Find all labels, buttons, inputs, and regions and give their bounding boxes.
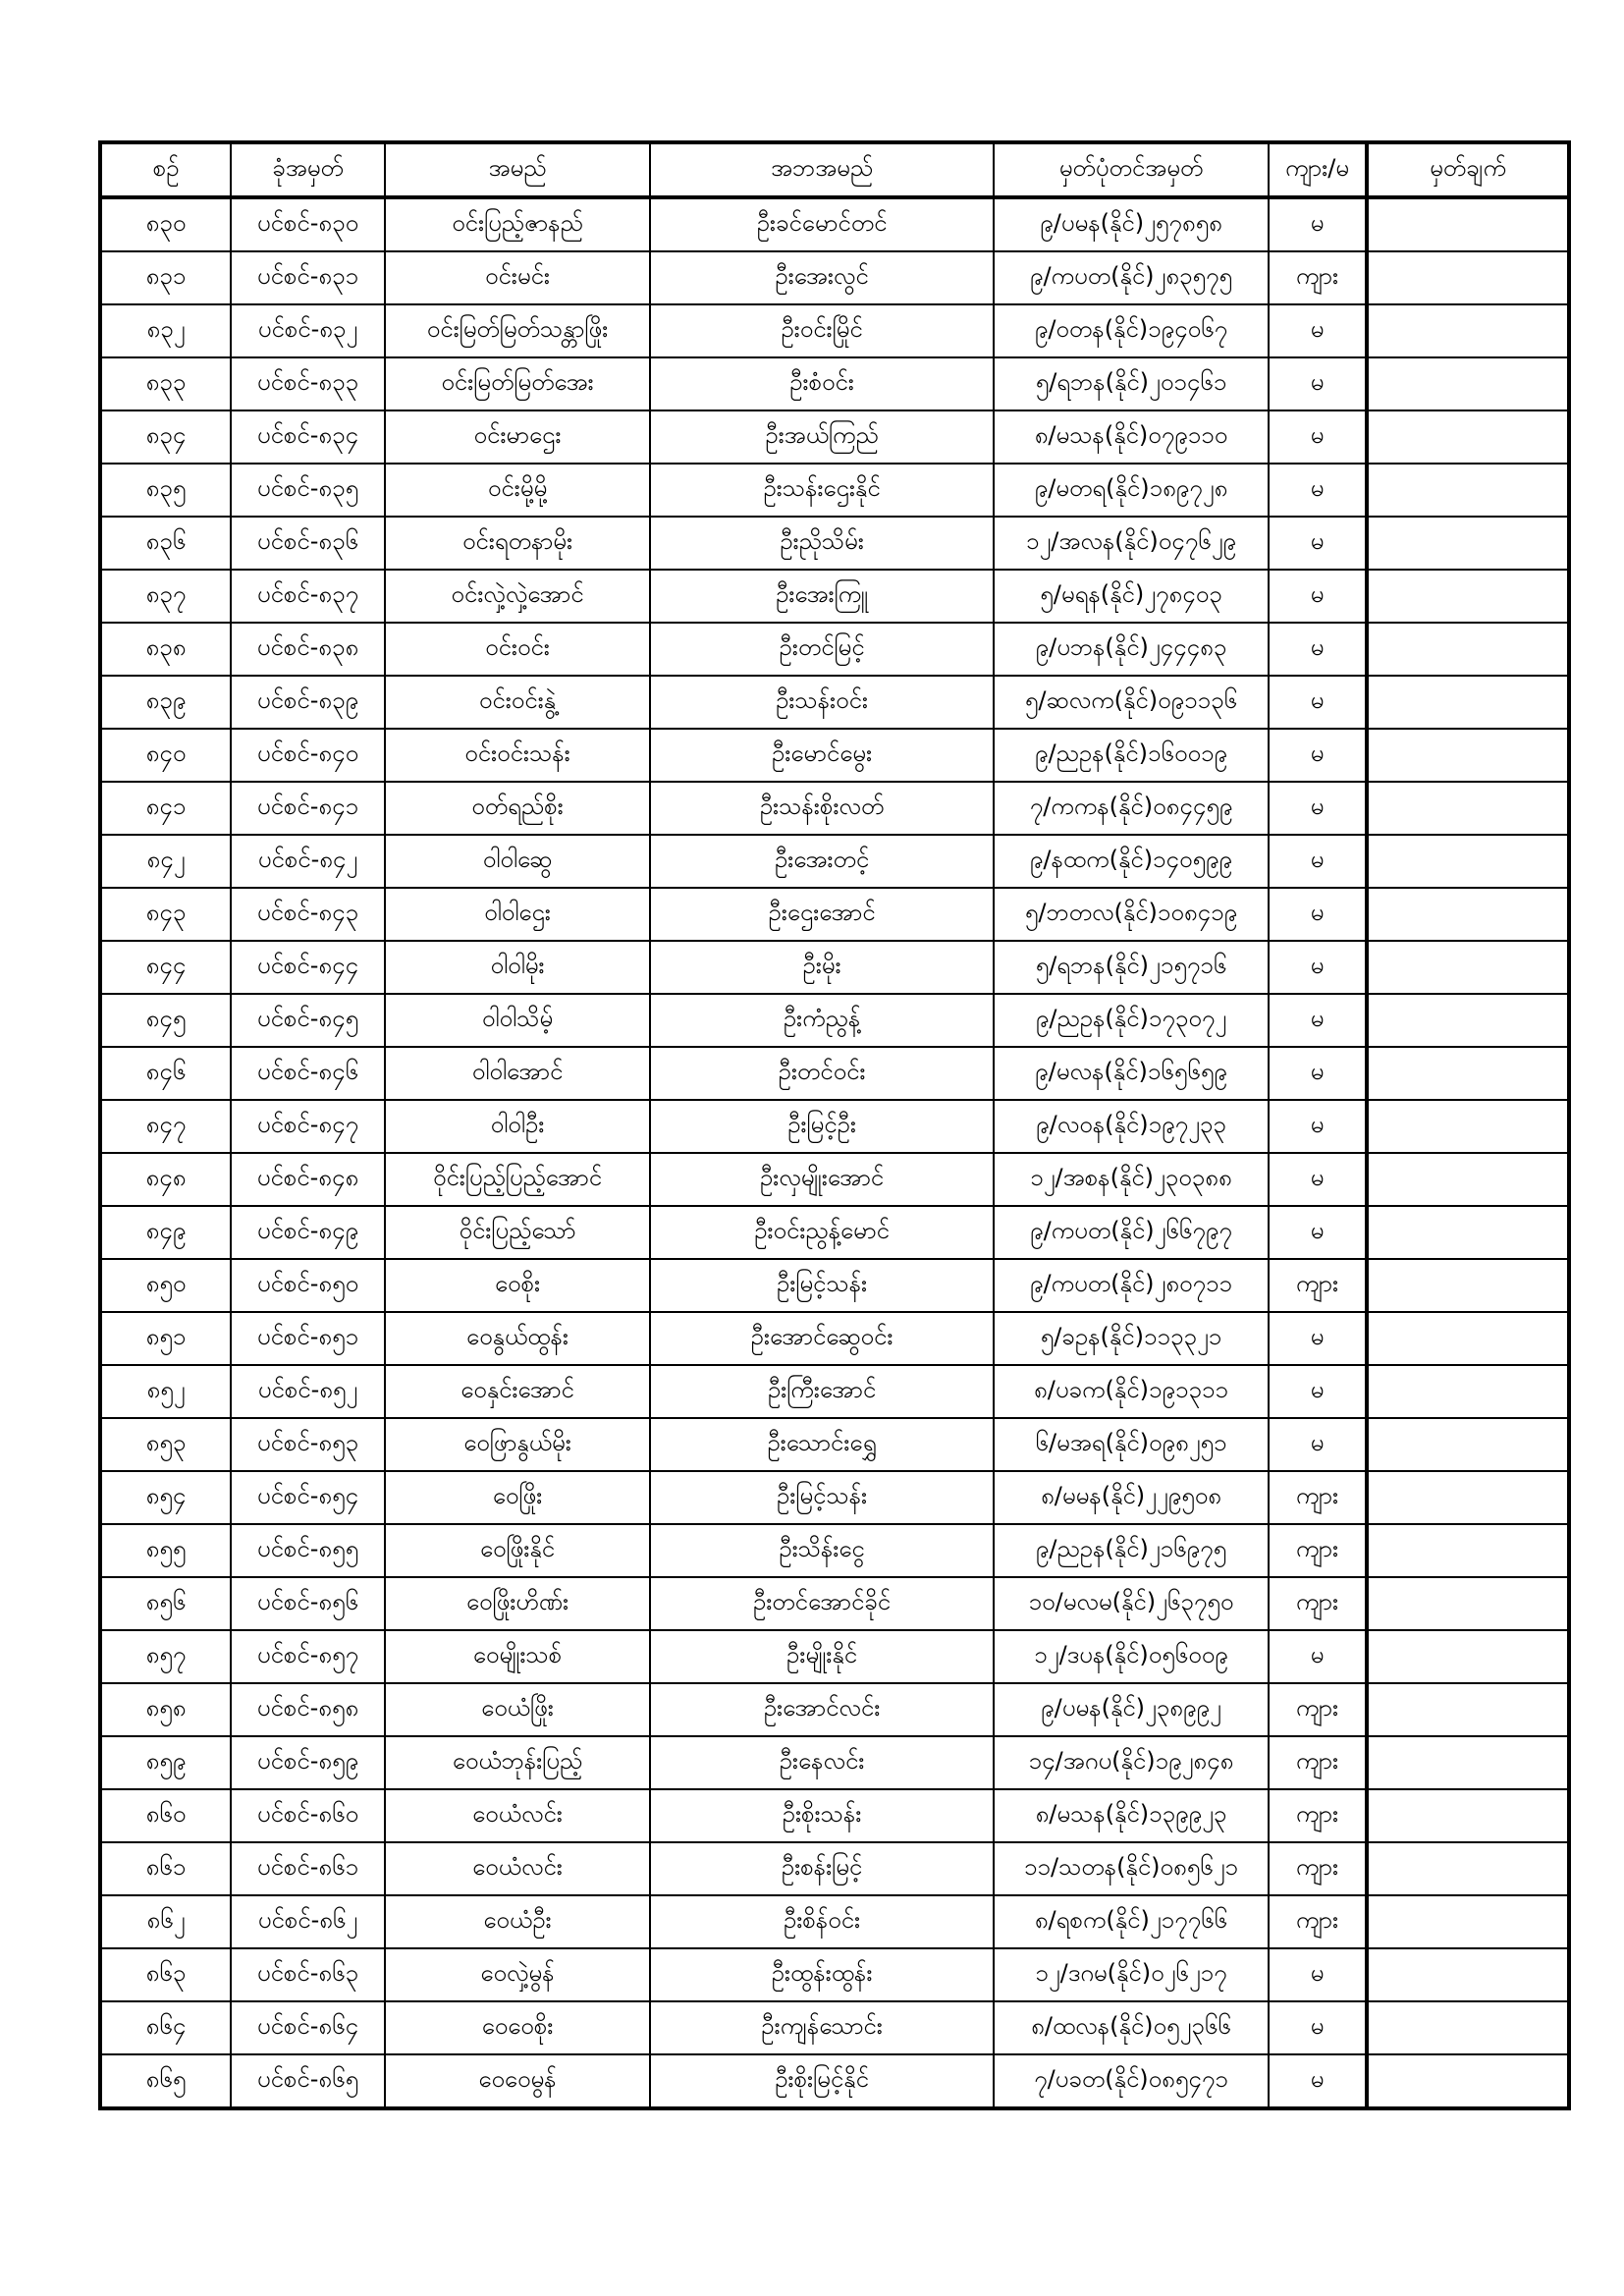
table-row [100,251,1569,304]
cell-name: ဝင်းဝင်း [385,623,650,676]
cell-remarks [1367,1524,1569,1577]
table-row [100,1948,1569,2001]
cell-seat-no: ပင်စင်-၈၆၃ [231,1948,385,2001]
cell-father-name: ဦးစန်းမြင့် [650,1842,994,1895]
cell-serial-no: ၈၄၇ [100,1100,231,1153]
cell-father-name: ဦးအေးကြူ [650,570,994,623]
cell-seat-no: ပင်စင်-၈၅၀ [231,1259,385,1312]
cell-remarks [1367,197,1569,251]
cell-serial-no: ၈၅၃ [100,1418,231,1471]
cell-seat-no: ပင်စင်-၈၆၁ [231,1842,385,1895]
cell-seat-no: ပင်စင်-၈၃၀ [231,197,385,251]
cell-remarks [1367,835,1569,888]
cell-seat-no: ပင်စင်-၈၃၇ [231,570,385,623]
table-row [100,197,1569,251]
table-row [100,1471,1569,1524]
cell-name: ဝေဖြိုး [385,1471,650,1524]
cell-father-name: ဦးသိန်းငွေ [650,1524,994,1577]
cell-remarks [1367,251,1569,304]
cell-serial-no: ၈၄၈ [100,1153,231,1206]
cell-nrc: ၈/မမန(နိုင်)၂၂၉၅၀၈ [994,1471,1269,1524]
cell-seat-no: ပင်စင်-၈၄၇ [231,1100,385,1153]
cell-remarks [1367,676,1569,729]
cell-name: ဝေယံလင်း [385,1789,650,1842]
cell-seat-no: ပင်စင်-၈၅၃ [231,1418,385,1471]
cell-sex: မ [1269,1100,1367,1153]
cell-name: ဝါဝါသိမ့် [385,994,650,1047]
table-row [100,729,1569,782]
table-header-row [100,142,1569,197]
cell-serial-no: ၈၃၉ [100,676,231,729]
cell-sex: မ [1269,994,1367,1047]
cell-father-name: ဦးအေးတင့် [650,835,994,888]
cell-name: ဝေဖြိုးနိုင် [385,1524,650,1577]
cell-nrc: ၅/ရဘန(နိုင်)၂၀၁၄၆၁ [994,357,1269,410]
cell-remarks [1367,2054,1569,2108]
cell-nrc: ၉/ပမန(နိုင်)၂၅၇၈၅၈ [994,197,1269,251]
cell-father-name: ဦးမြင့်သန်း [650,1259,994,1312]
cell-nrc: ၈/မသန(နိုင်)၁၃၉၉၂၃ [994,1789,1269,1842]
cell-serial-no: ၈၅၈ [100,1683,231,1736]
cell-serial-no: ၈၅၁ [100,1312,231,1365]
cell-serial-no: ၈၃၅ [100,464,231,517]
cell-nrc: ၅/ဘတလ(နိုင်)၁၀၈၄၁၉ [994,888,1269,941]
cell-father-name: ဦးနေလင်း [650,1736,994,1789]
table-row [100,994,1569,1047]
cell-remarks [1367,1259,1569,1312]
cell-name: ဝေဝေမွန် [385,2054,650,2108]
cell-serial-no: ၈၃၀ [100,197,231,251]
header-father-name: အဘအမည် [650,142,994,197]
cell-remarks [1367,464,1569,517]
cell-name: ဝေယံဖြိုး [385,1683,650,1736]
table-row [100,676,1569,729]
cell-father-name: ဦးဌေးအောင် [650,888,994,941]
cell-remarks [1367,517,1569,570]
cell-nrc: ၁၁/သတန(နိုင်)၀၈၅၆၂၁ [994,1842,1269,1895]
cell-father-name: ဦးတင်မြင့် [650,623,994,676]
cell-seat-no: ပင်စင်-၈၅၂ [231,1365,385,1418]
cell-name: ဝတ်ရည်စိုး [385,782,650,835]
cell-remarks [1367,2001,1569,2054]
cell-nrc: ၉/လဝန(နိုင်)၁၉၇၂၃၃ [994,1100,1269,1153]
cell-serial-no: ၈၃၆ [100,517,231,570]
cell-sex: ကျား [1269,1789,1367,1842]
cell-sex: မ [1269,464,1367,517]
table-row [100,464,1569,517]
cell-nrc: ၈/ထလန(နိုင်)၀၅၂၃၆၆ [994,2001,1269,2054]
cell-sex: မ [1269,941,1367,994]
cell-serial-no: ၈၆၀ [100,1789,231,1842]
cell-serial-no: ၈၃၂ [100,304,231,357]
cell-father-name: ဦးလှမျိုးအောင် [650,1153,994,1206]
cell-sex: မ [1269,2054,1367,2108]
cell-serial-no: ၈၅၂ [100,1365,231,1418]
cell-nrc: ၉/ပဘန(နိုင်)၂၄၄၄၈၃ [994,623,1269,676]
table-row [100,835,1569,888]
table-row [100,1577,1569,1630]
cell-name: ဝေစိုး [385,1259,650,1312]
cell-sex: ကျား [1269,1842,1367,1895]
cell-seat-no: ပင်စင်-၈၄၅ [231,994,385,1047]
cell-nrc: ၈/ရစက(နိုင်)၂၁၇၇၆၆ [994,1895,1269,1948]
cell-father-name: ဦးသန်းဌေးနိုင် [650,464,994,517]
cell-sex: မ [1269,1047,1367,1100]
cell-sex: မ [1269,304,1367,357]
table-row [100,517,1569,570]
cell-remarks [1367,1842,1569,1895]
cell-nrc: ၅/ခဥန(နိုင်)၁၁၃၃၂၁ [994,1312,1269,1365]
cell-seat-no: ပင်စင်-၈၄၁ [231,782,385,835]
cell-remarks [1367,1789,1569,1842]
cell-seat-no: ပင်စင်-၈၄၆ [231,1047,385,1100]
cell-nrc: ၁၂/ဒဂမ(နိုင်)၀၂၆၂၁၇ [994,1948,1269,2001]
cell-seat-no: ပင်စင်-၈၆၄ [231,2001,385,2054]
cell-name: ဝါဝါမိုး [385,941,650,994]
cell-remarks [1367,782,1569,835]
cell-nrc: ၅/ရဘန(နိုင်)၂၁၅၇၁၆ [994,941,1269,994]
cell-sex: မ [1269,410,1367,464]
cell-father-name: ဦးကြီးအောင် [650,1365,994,1418]
cell-serial-no: ၈၄၆ [100,1047,231,1100]
cell-serial-no: ၈၄၃ [100,888,231,941]
header-name: အမည် [385,142,650,197]
cell-nrc: ၉/မလန(နိုင်)၁၆၅၆၅၉ [994,1047,1269,1100]
cell-nrc: ၅/မရန(နိုင်)၂၇၈၄၀၃ [994,570,1269,623]
table-row [100,941,1569,994]
cell-father-name: ဦးကံညွန့် [650,994,994,1047]
cell-sex: မ [1269,357,1367,410]
cell-sex: ကျား [1269,251,1367,304]
cell-name: ဝါဝါဆွေ [385,835,650,888]
table-row [100,782,1569,835]
cell-serial-no: ၈၄၅ [100,994,231,1047]
cell-nrc: ၉/ဝတန(နိုင်)၁၉၄၀၆၇ [994,304,1269,357]
table-row [100,2054,1569,2108]
cell-seat-no: ပင်စင်-၈၃၄ [231,410,385,464]
cell-serial-no: ၈၆၂ [100,1895,231,1948]
cell-sex: မ [1269,1630,1367,1683]
cell-seat-no: ပင်စင်-၈၄၀ [231,729,385,782]
table-row [100,1895,1569,1948]
table-row [100,1736,1569,1789]
cell-seat-no: ပင်စင်-၈၅၆ [231,1577,385,1630]
cell-sex: မ [1269,1365,1367,1418]
table-row [100,888,1569,941]
cell-sex: မ [1269,1153,1367,1206]
cell-remarks [1367,1895,1569,1948]
cell-remarks [1367,729,1569,782]
cell-remarks [1367,357,1569,410]
cell-name: ဝေဖြာနွယ်မိုး [385,1418,650,1471]
table-row [100,2001,1569,2054]
cell-remarks [1367,1948,1569,2001]
cell-name: ဝေနှင်းအောင် [385,1365,650,1418]
table-row [100,1842,1569,1895]
cell-father-name: ဦးညိုသိမ်း [650,517,994,570]
cell-seat-no: ပင်စင်-၈၅၄ [231,1471,385,1524]
cell-sex: မ [1269,570,1367,623]
cell-serial-no: ၈၆၅ [100,2054,231,2108]
cell-sex: ကျား [1269,1683,1367,1736]
cell-name: ဝင်းဝင်းသန်း [385,729,650,782]
cell-father-name: ဦးစိုးမြင့်နိုင် [650,2054,994,2108]
cell-father-name: ဦးဝင်းမြိုင် [650,304,994,357]
cell-nrc: ၉/ပမန(နိုင်)၂၃၈၉၉၂ [994,1683,1269,1736]
cell-name: ဝေဝေစိုး [385,2001,650,2054]
cell-serial-no: ၈၃၁ [100,251,231,304]
cell-remarks [1367,1153,1569,1206]
cell-seat-no: ပင်စင်-၈၃၈ [231,623,385,676]
table-row [100,1312,1569,1365]
cell-name: ဝေယံဦး [385,1895,650,1948]
cell-seat-no: ပင်စင်-၈၅၇ [231,1630,385,1683]
cell-seat-no: ပင်စင်-၈၄၃ [231,888,385,941]
cell-remarks [1367,1365,1569,1418]
cell-father-name: ဦးသန်းစိုးလတ် [650,782,994,835]
cell-name: ဝင်းပြည့်ဇာနည် [385,197,650,251]
cell-nrc: ၁၂/အလန(နိုင်)၀၄၇၆၂၉ [994,517,1269,570]
table-row [100,1630,1569,1683]
cell-seat-no: ပင်စင်-၈၆၀ [231,1789,385,1842]
cell-name: ဝင်းဝင်းနွဲ့ [385,676,650,729]
cell-name: ဝိုင်းပြည့်ပြည့်အောင် [385,1153,650,1206]
cell-seat-no: ပင်စင်-၈၆၂ [231,1895,385,1948]
cell-seat-no: ပင်စင်-၈၃၁ [231,251,385,304]
cell-serial-no: ၈၅၉ [100,1736,231,1789]
cell-father-name: ဦးအေးလွင် [650,251,994,304]
cell-nrc: ၉/ညဥန(နိုင်)၁၆၀၀၁၉ [994,729,1269,782]
cell-serial-no: ၈၆၁ [100,1842,231,1895]
cell-father-name: ဦးကျန်သောင်း [650,2001,994,2054]
cell-nrc: ၇/ကကန(နိုင်)၀၈၄၄၅၉ [994,782,1269,835]
cell-sex: မ [1269,1206,1367,1259]
cell-seat-no: ပင်စင်-၈၃၉ [231,676,385,729]
cell-father-name: ဦးအောင်ဆွေဝင်း [650,1312,994,1365]
cell-remarks [1367,304,1569,357]
cell-serial-no: ၈၃၄ [100,410,231,464]
cell-sex: မ [1269,197,1367,251]
cell-sex: မ [1269,676,1367,729]
cell-nrc: ၇/ပခတ(နိုင်)၀၈၅၄၇၁ [994,2054,1269,2108]
cell-father-name: ဦးစိုးသန်း [650,1789,994,1842]
cell-name: ဝါဝါဦး [385,1100,650,1153]
header-serial-no: စဉ် [100,142,231,197]
cell-nrc: ၈/မသန(နိုင်)၀၇၉၁၁၀ [994,410,1269,464]
cell-seat-no: ပင်စင်-၈၃၆ [231,517,385,570]
cell-remarks [1367,1736,1569,1789]
cell-name: ဝင်းမြတ်မြတ်သန္တာဖြိုး [385,304,650,357]
cell-seat-no: ပင်စင်-၈၃၅ [231,464,385,517]
table-row [100,1259,1569,1312]
cell-sex: မ [1269,729,1367,782]
table-row [100,1789,1569,1842]
table-row [100,1418,1569,1471]
cell-seat-no: ပင်စင်-၈၅၁ [231,1312,385,1365]
cell-serial-no: ၈၄၉ [100,1206,231,1259]
table-row [100,304,1569,357]
cell-nrc: ၉/မတရ(နိုင်)၁၈၉၇၂၈ [994,464,1269,517]
cell-remarks [1367,994,1569,1047]
cell-sex: မ [1269,835,1367,888]
cell-name: ဝေယံဘုန်းပြည့် [385,1736,650,1789]
cell-remarks [1367,1100,1569,1153]
table-row [100,1683,1569,1736]
header-remarks: မှတ်ချက် [1367,142,1569,197]
cell-nrc: ၁၂/ဒပန(နိုင်)၀၅၆၀၀၉ [994,1630,1269,1683]
table-row [100,570,1569,623]
table-row [100,1524,1569,1577]
cell-father-name: ဦးမြင့်ဦး [650,1100,994,1153]
cell-sex: ကျား [1269,1259,1367,1312]
cell-name: ဝေယံလင်း [385,1842,650,1895]
cell-sex: မ [1269,1948,1367,2001]
cell-sex: ကျား [1269,1524,1367,1577]
cell-nrc: ၆/မအရ(နိုင်)၀၉၈၂၅၁ [994,1418,1269,1471]
cell-serial-no: ၈၃၃ [100,357,231,410]
cell-remarks [1367,888,1569,941]
cell-serial-no: ၈၆၃ [100,1948,231,2001]
cell-serial-no: ၈၅၄ [100,1471,231,1524]
cell-name: ဝိုင်းပြည့်သော် [385,1206,650,1259]
cell-remarks [1367,1312,1569,1365]
cell-sex: ကျား [1269,1736,1367,1789]
cell-serial-no: ၈၄၁ [100,782,231,835]
cell-nrc: ၁၄/အဂပ(နိုင်)၁၉၂၈၄၈ [994,1736,1269,1789]
cell-serial-no: ၈၃၇ [100,570,231,623]
cell-father-name: ဦးထွန်းထွန်း [650,1948,994,2001]
cell-father-name: ဦးစံဝင်း [650,357,994,410]
cell-remarks [1367,1047,1569,1100]
cell-father-name: ဦးအောင်လင်း [650,1683,994,1736]
table-row [100,623,1569,676]
header-sex: ကျား/မ [1269,142,1367,197]
cell-father-name: ဦးမြင့်သန်း [650,1471,994,1524]
cell-sex: မ [1269,517,1367,570]
cell-sex: မ [1269,2001,1367,2054]
cell-seat-no: ပင်စင်-၈၃၃ [231,357,385,410]
cell-father-name: ဦးသောင်းရွှေ [650,1418,994,1471]
cell-sex: ကျား [1269,1471,1367,1524]
cell-name: ဝင်းရတနာမိုး [385,517,650,570]
cell-remarks [1367,1418,1569,1471]
cell-father-name: ဦးအယ်ကြည် [650,410,994,464]
cell-father-name: ဦးသန်းဝင်း [650,676,994,729]
cell-serial-no: ၈၅၇ [100,1630,231,1683]
cell-serial-no: ၈၆၄ [100,2001,231,2054]
cell-seat-no: ပင်စင်-၈၄၉ [231,1206,385,1259]
cell-seat-no: ပင်စင်-၈၃၂ [231,304,385,357]
cell-nrc: ၉/ညဥန(နိုင်)၂၁၆၉၇၅ [994,1524,1269,1577]
cell-name: ဝင်းမို့မို့ [385,464,650,517]
cell-remarks [1367,1683,1569,1736]
cell-nrc: ၉/ညဥန(နိုင်)၁၇၃၀၇၂ [994,994,1269,1047]
cell-remarks [1367,1630,1569,1683]
cell-seat-no: ပင်စင်-၈၄၄ [231,941,385,994]
table-row [100,1365,1569,1418]
cell-name: ဝါဝါအောင် [385,1047,650,1100]
cell-name: ဝင်းမြတ်မြတ်အေး [385,357,650,410]
table-row [100,357,1569,410]
cell-father-name: ဦးမောင်မွေး [650,729,994,782]
cell-serial-no: ၈၃၈ [100,623,231,676]
cell-serial-no: ၈၅၀ [100,1259,231,1312]
cell-nrc: ၅/ဆလက(နိုင်)၀၉၁၁၃၆ [994,676,1269,729]
roster-table [98,140,1571,2110]
cell-father-name: ဦးစိန်ဝင်း [650,1895,994,1948]
cell-father-name: ဦးဝင်းညွန့်မောင် [650,1206,994,1259]
cell-nrc: ၉/ကပတ(နိုင်)၂၆၆၇၉၇ [994,1206,1269,1259]
table-row [100,1206,1569,1259]
cell-seat-no: ပင်စင်-၈၅၈ [231,1683,385,1736]
cell-remarks [1367,1206,1569,1259]
cell-name: ဝေနွယ်ထွန်း [385,1312,650,1365]
table-body [100,197,1569,2108]
cell-name: ဝင်းလှဲ့လှဲ့အောင် [385,570,650,623]
cell-serial-no: ၈၄၂ [100,835,231,888]
cell-sex: ကျား [1269,1895,1367,1948]
cell-serial-no: ၈၅၆ [100,1577,231,1630]
header-nrc: မှတ်ပုံတင်အမှတ် [994,142,1269,197]
cell-seat-no: ပင်စင်-၈၅၅ [231,1524,385,1577]
cell-sex: မ [1269,782,1367,835]
cell-sex: မ [1269,1418,1367,1471]
cell-name: ဝင်းမာဌေး [385,410,650,464]
table-row [100,1153,1569,1206]
cell-serial-no: ၈၄၀ [100,729,231,782]
cell-name: ဝါဝါဌေး [385,888,650,941]
table-row [100,410,1569,464]
cell-name: ဝေဖြိုးဟိဏ်း [385,1577,650,1630]
cell-name: ဝင်းမင်း [385,251,650,304]
cell-sex: ကျား [1269,1577,1367,1630]
cell-nrc: ၉/ကပတ(နိုင်)၂၈၃၅၇၅ [994,251,1269,304]
cell-father-name: ဦးခင်မောင်တင် [650,197,994,251]
cell-name: ဝေမျိုးသစ် [385,1630,650,1683]
cell-nrc: ၈/ပခက(နိုင်)၁၉၁၃၁၁ [994,1365,1269,1418]
cell-sex: မ [1269,1312,1367,1365]
cell-seat-no: ပင်စင်-၈၆၅ [231,2054,385,2108]
cell-father-name: ဦးမျိုးနိုင် [650,1630,994,1683]
cell-seat-no: ပင်စင်-၈၅၉ [231,1736,385,1789]
cell-seat-no: ပင်စင်-၈၄၈ [231,1153,385,1206]
table-row [100,1047,1569,1100]
cell-remarks [1367,623,1569,676]
cell-seat-no: ပင်စင်-၈၄၂ [231,835,385,888]
cell-sex: မ [1269,623,1367,676]
cell-remarks [1367,1471,1569,1524]
cell-nrc: ၉/နထက(နိုင်)၁၄၀၅၉၉ [994,835,1269,888]
cell-nrc: ၁၂/အစန(နိုင်)၂၃၀၃၈၈ [994,1153,1269,1206]
cell-serial-no: ၈၄၄ [100,941,231,994]
cell-sex: မ [1269,888,1367,941]
cell-remarks [1367,941,1569,994]
cell-remarks [1367,1577,1569,1630]
cell-father-name: ဦးတင်အောင်ခိုင် [650,1577,994,1630]
table-row [100,1100,1569,1153]
header-seat-no: ခုံအမှတ် [231,142,385,197]
cell-remarks [1367,410,1569,464]
cell-serial-no: ၈၅၅ [100,1524,231,1577]
cell-father-name: ဦးမိုး [650,941,994,994]
cell-nrc: ၁၀/မလမ(နိုင်)၂၆၃၇၅၀ [994,1577,1269,1630]
cell-name: ဝေလှဲ့မွန် [385,1948,650,2001]
cell-father-name: ဦးတင်ဝင်း [650,1047,994,1100]
cell-nrc: ၉/ကပတ(နိုင်)၂၈၀၇၁၁ [994,1259,1269,1312]
cell-remarks [1367,570,1569,623]
